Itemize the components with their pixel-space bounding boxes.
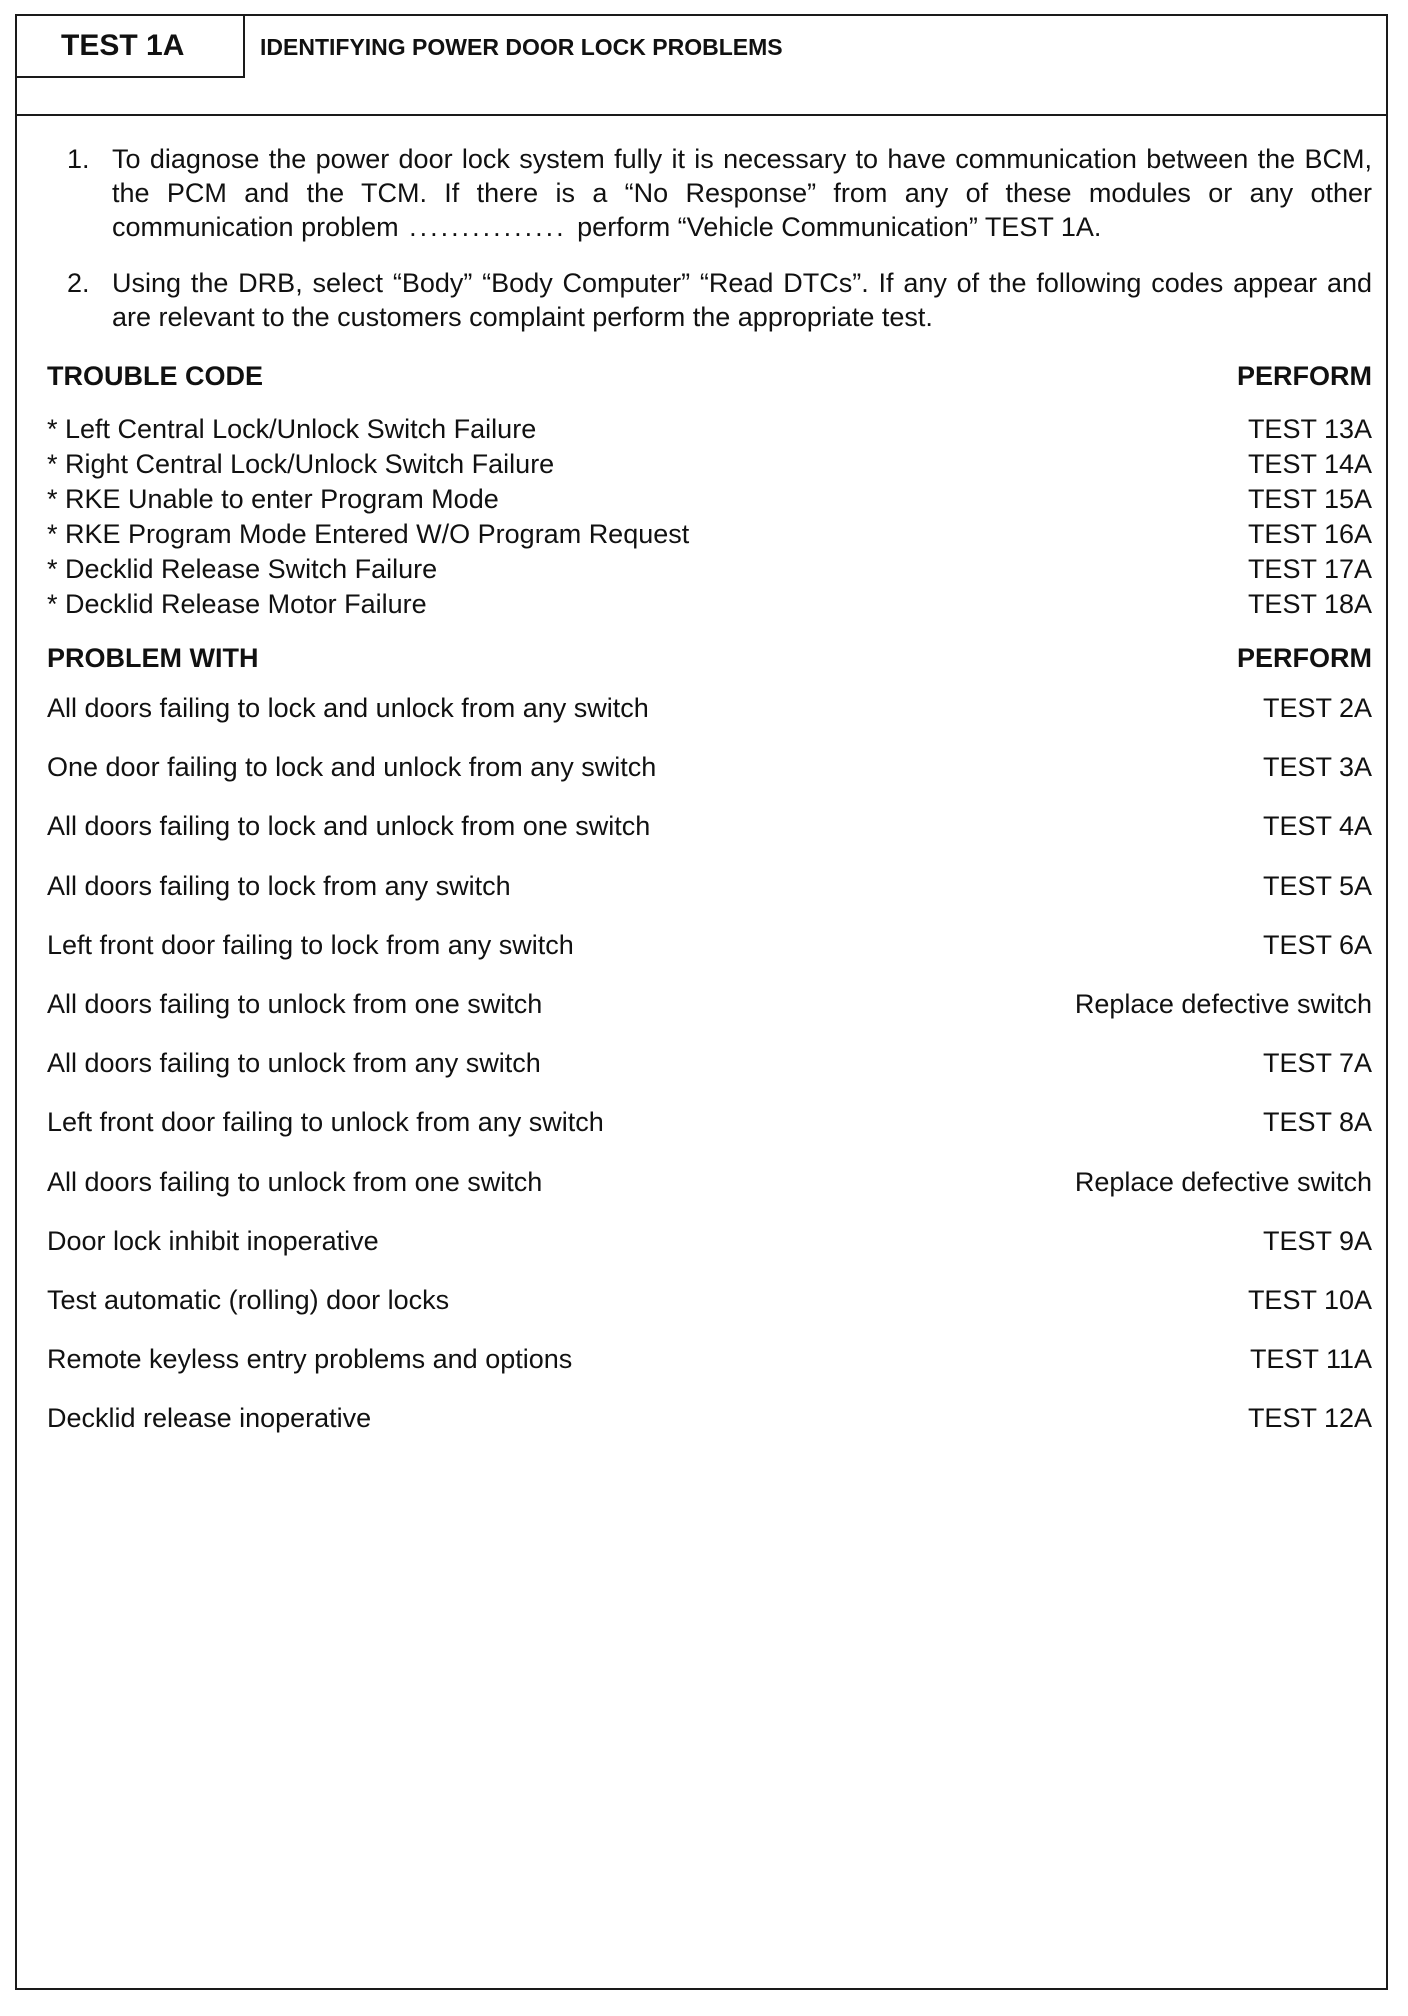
heading-left: TROUBLE CODE — [47, 361, 263, 391]
step-action: perform “Vehicle Communication” TEST 1A. — [577, 212, 1102, 242]
table-row — [47, 1162, 1372, 1221]
table-row — [47, 1398, 1372, 1457]
perform-test: TEST 7A — [1262, 1048, 1372, 1079]
table-row — [47, 688, 1372, 747]
trouble-code: * Left Central Lock/Unlock Switch Failure — [47, 414, 537, 444]
perform-test: TEST 3A — [1262, 752, 1372, 783]
problem-heading — [47, 638, 1372, 678]
problem-description: Remote keyless entry problems and options — [47, 1344, 573, 1375]
trouble-code: * RKE Program Mode Entered W/O Program Request — [47, 519, 690, 549]
trouble-code: * Right Central Lock/Unlock Switch Failure — [47, 449, 555, 479]
trouble-code-heading — [47, 356, 1372, 396]
heading-left: PROBLEM WITH — [47, 643, 259, 673]
dot-leader: ............... — [398, 212, 578, 242]
problem-description: All doors failing to lock and unlock from any switch — [47, 693, 649, 723]
test-id: TEST 1A — [17, 16, 245, 78]
perform-test: TEST 5A — [1262, 870, 1372, 901]
problem-description: Left front door failing to lock from any switch — [47, 929, 574, 960]
perform-test: TEST 13A — [1247, 414, 1372, 444]
table-row — [47, 925, 1372, 984]
table-row — [47, 587, 1372, 622]
table-row — [47, 1339, 1372, 1398]
perform-test: Replace defective switch — [1074, 988, 1372, 1019]
table-row — [47, 1221, 1372, 1280]
perform-test: TEST 16A — [1247, 519, 1372, 549]
table-row — [47, 412, 1372, 447]
problem-description: All doors failing to lock from any switch — [47, 870, 511, 901]
content — [47, 142, 1372, 1457]
problem-description: All doors failing to lock and unlock from one switch — [47, 811, 651, 842]
table-row — [47, 1280, 1372, 1339]
problem-description: One door failing to lock and unlock from any switch — [47, 752, 657, 783]
table-row — [47, 984, 1372, 1043]
step-1 — [47, 142, 1372, 244]
perform-test: TEST 10A — [1247, 1284, 1372, 1315]
table-row — [47, 552, 1372, 587]
problem-description: All doors failing to unlock from one switch — [47, 988, 543, 1019]
problem-description: Door lock inhibit inoperative — [47, 1225, 379, 1256]
step-text: Using the DRB, select “Body” “Body Computer” “Read DTCs”. If any of the following codes appear and are relevant to the customers complaint perform the appropriate test. — [112, 268, 1372, 332]
perform-test: TEST 17A — [1247, 554, 1372, 584]
perform-test: TEST 2A — [1262, 693, 1372, 723]
table-row — [47, 517, 1372, 552]
table-row — [47, 447, 1372, 482]
perform-test: TEST 4A — [1262, 811, 1372, 842]
table-row — [47, 806, 1372, 865]
table-row — [47, 1102, 1372, 1161]
table-row — [47, 866, 1372, 925]
problem-description: All doors failing to unlock from one switch — [47, 1166, 543, 1197]
header-divider — [17, 114, 1386, 116]
problem-description: Decklid release inoperative — [47, 1403, 372, 1434]
perform-test: TEST 12A — [1247, 1403, 1372, 1434]
step-2 — [47, 266, 1372, 334]
header — [17, 16, 1386, 78]
trouble-code: * Decklid Release Motor Failure — [47, 589, 427, 619]
table-row — [47, 1043, 1372, 1102]
trouble-code: * RKE Unable to enter Program Mode — [47, 484, 499, 514]
step-number: 1. — [67, 144, 90, 174]
perform-test: TEST 11A — [1249, 1344, 1372, 1375]
problem-description: Left front door failing to unlock from any switch — [47, 1107, 604, 1138]
step-number: 2. — [67, 268, 90, 298]
perform-test: TEST 18A — [1247, 589, 1372, 619]
trouble-code: * Decklid Release Switch Failure — [47, 554, 438, 584]
perform-test: TEST 15A — [1247, 484, 1372, 514]
problem-description: All doors failing to unlock from any switch — [47, 1048, 541, 1079]
perform-test: TEST 8A — [1262, 1107, 1372, 1138]
step-text: To diagnose the power door lock system fully it is necessary to have communication between the BCM, the PCM and the TCM. If there is a “No Response” from any of these modules or any other communication problem — [112, 144, 1372, 242]
problem-list — [47, 688, 1372, 1457]
problem-description: Test automatic (rolling) door locks — [47, 1284, 450, 1315]
page-title: IDENTIFYING POWER DOOR LOCK PROBLEMS — [260, 34, 783, 60]
perform-test: TEST 9A — [1262, 1225, 1372, 1256]
heading-right: PERFORM — [1237, 361, 1372, 391]
perform-test: TEST 6A — [1262, 929, 1372, 960]
perform-test: TEST 14A — [1247, 449, 1372, 479]
table-row — [47, 482, 1372, 517]
table-row — [47, 747, 1372, 806]
page-frame — [15, 14, 1388, 1990]
perform-test: Replace defective switch — [1074, 1166, 1372, 1197]
heading-right: PERFORM — [1237, 643, 1372, 673]
trouble-code-list — [47, 412, 1372, 622]
